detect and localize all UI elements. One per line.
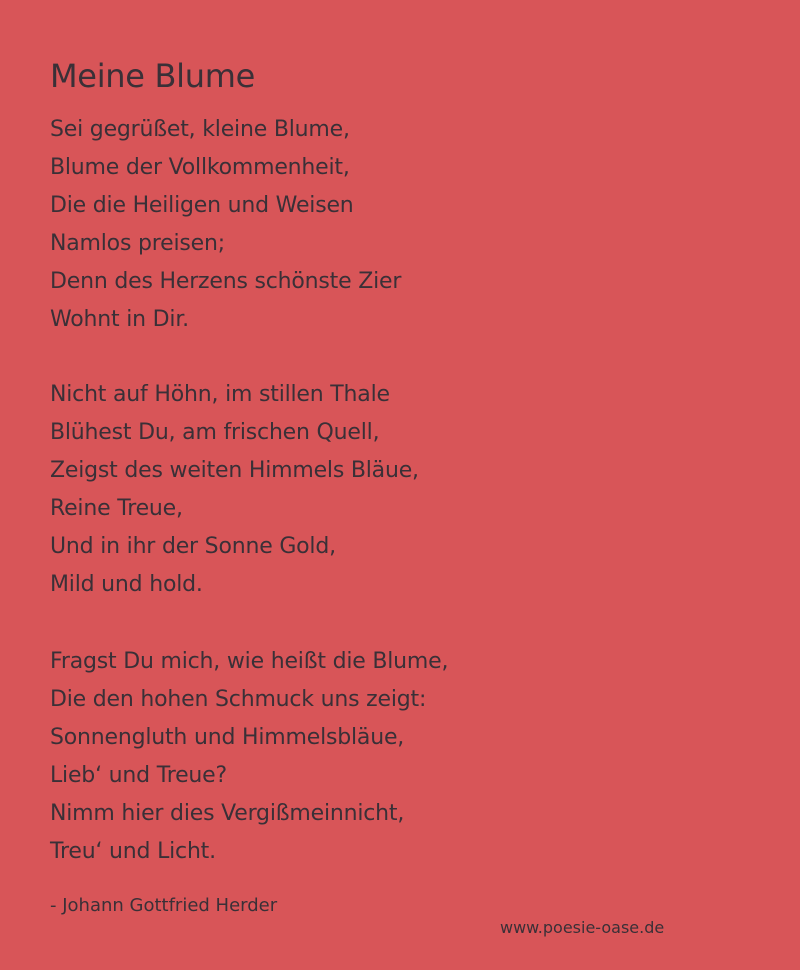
- verse-line: Die die Heiligen und Weisen: [50, 193, 354, 218]
- stanza-1: [50, 111, 401, 339]
- verse-line: Zeigst des weiten Himmels Bläue,: [50, 458, 419, 483]
- verse-line: Namlos preisen;: [50, 231, 225, 256]
- stanza-3: [50, 643, 448, 871]
- verse-line: Mild und hold.: [50, 572, 203, 597]
- website-credit: www.poesie-oase.de: [500, 918, 665, 937]
- verse-line: Nimm hier dies Vergißmeinnicht,: [50, 801, 405, 826]
- poem-title: Meine Blume: [50, 57, 256, 95]
- verse-line: Treu‘ und Licht.: [50, 839, 216, 864]
- verse-line: Die den hohen Schmuck uns zeigt:: [50, 687, 427, 712]
- poem-author: - Johann Gottfried Herder: [50, 895, 278, 916]
- stanza-2: [50, 376, 419, 604]
- verse-line: Reine Treue,: [50, 496, 183, 521]
- verse-line: Wohnt in Dir.: [50, 307, 189, 332]
- verse-line: Lieb‘ und Treue?: [50, 763, 227, 788]
- verse-line: Sei gegrüßet, kleine Blume,: [50, 117, 350, 142]
- verse-line: Denn des Herzens schönste Zier: [50, 269, 402, 294]
- verse-line: Fragst Du mich, wie heißt die Blume,: [50, 649, 449, 674]
- verse-line: Blühest Du, am frischen Quell,: [50, 420, 380, 445]
- verse-line: Nicht auf Höhn, im stillen Thale: [50, 382, 390, 407]
- verse-line: Und in ihr der Sonne Gold,: [50, 534, 336, 559]
- verse-line: Sonnengluth und Himmelsbläue,: [50, 725, 405, 750]
- verse-line: Blume der Vollkommenheit,: [50, 155, 350, 180]
